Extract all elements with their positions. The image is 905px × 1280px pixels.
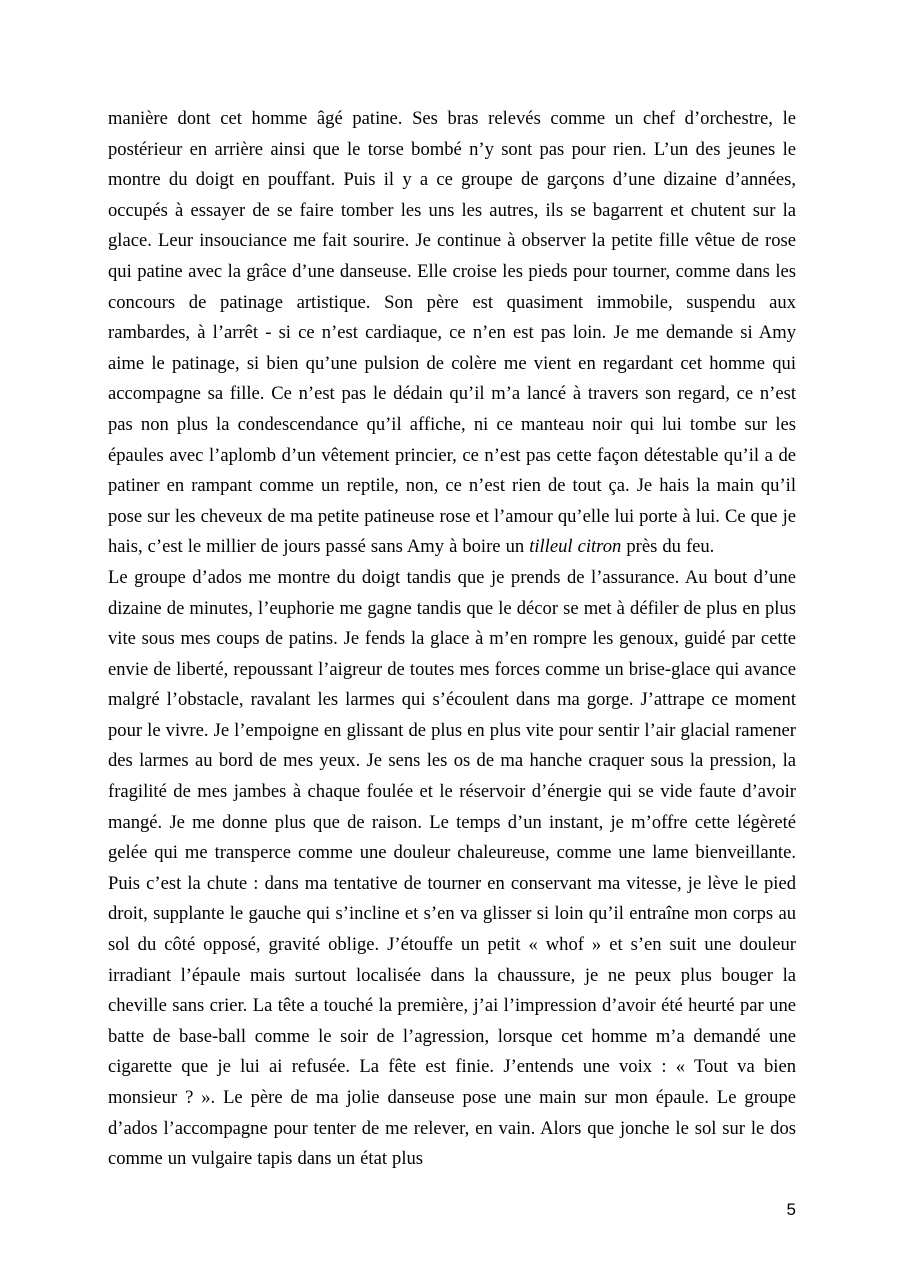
paragraph-1-run-3: près du feu.: [621, 536, 715, 558]
page-number: 5: [786, 1200, 796, 1219]
paragraph-1: [108, 104, 796, 563]
paragraph-2: [108, 563, 796, 1175]
page-body-text: [108, 104, 796, 1175]
paragraph-2-run-1: Le groupe d’ados me montre du doigt tandis que je prends de l’assurance. Au bout d’une dizaine de minutes, l’euphorie me gagne tandis que le décor se met à défiler de plus en plus vite sous mes coups de patins. Je fends la glace à m’en rompre les genoux, guidé par cette envie de liberté, repoussant l’aigreur de toutes mes forces comme un brise-glace qui avance malgré l’obstacle, ravalant les larmes qui s’écoulent dans ma gorge. J’attrape ce moment pour le vivre. Je l’empoigne en glissant de plus en plus vite pour sentir l’air glacial ramener des larmes au bord de mes yeux. Je sens les os de ma hanche craquer sous la pression, la fragilité de mes jambes à chaque foulée et le réservoir d’énergie qui se vide faute d’avoir mangé. Je me donne plus que de raison. Le temps d’un instant, je m’offre cette légèreté gelée qui me transperce comme une douleur chaleureuse, comme une lame bienveillante. Puis c’est la chute : dans ma tentative de tourner en conservant ma vitesse, je lève le pied droit, supplante le gauche qui s’incline et s’en va glisser si loin qu’il entraîne mon corps au sol du côté opposé, gravité oblige. J’étouffe un petit « whof » et s’en suit une douleur irradiant l’épaule mais surtout localisée dans la chaussure, je ne peux plus bouger la cheville sans crier. La tête a touché la première, j’ai l’impression d’avoir été heurté par une batte de base-ball comme le soir de l’agression, lorsque cet homme m’a demandé une cigarette que je lui ai refusée. La fête est finie. J’entends une voix : « Tout va bien monsieur ? ». Le père de ma jolie danseuse pose une main sur mon épaule. Le groupe d’ados l’accompagne pour tenter de me relever, en vain. Alors que jonche le sol sur le dos comme un vulgaire tapis dans un état plus: [108, 566, 796, 1170]
paragraph-1-run-1: manière dont cet homme âgé patine. Ses bras relevés comme un chef d’orchestre, le postérieur en arrière ainsi que le torse bombé n’y sont pas pour rien. L’un des jeunes le montre du doigt en pouffant. Puis il y a ce groupe de garçons d’une dizaine d’années, occupés à essayer de se faire tomber les uns les autres, ils se bagarrent et chutent sur la glace. Leur insouciance me fait sourire. Je continue à observer la petite fille vêtue de rose qui patine avec la grâce d’une danseuse. Elle croise les pieds pour tourner, comme dans les concours de patinage artistique. Son père est quasiment immobile, suspendu aux rambardes, à l’arrêt - si ce n’est cardiaque, ce n’en est pas loin. Je me demande si Amy aime le patinage, si bien qu’une pulsion de colère me vient en regardant cet homme qui accompagne sa fille. Ce n’est pas le dédain qu’il m’a lancé à travers son regard, ce n’est pas non plus la condescendance qu’il affiche, ni ce manteau noir qui lui tombe sur les épaules avec l’aplomb d’un vêtement princier, ce n’est pas cette façon détestable qu’il a de patiner en rampant comme un reptile, non, ce n’est rien de tout ça. Je hais la main qu’il pose sur les cheveux de ma petite patineuse rose et l’amour qu’elle lui porte à lui. Ce que je hais, c’est le millier de jours passé sans Amy à boire un: [108, 108, 796, 558]
paragraph-1-italic-phrase: tilleul citron: [529, 536, 622, 558]
